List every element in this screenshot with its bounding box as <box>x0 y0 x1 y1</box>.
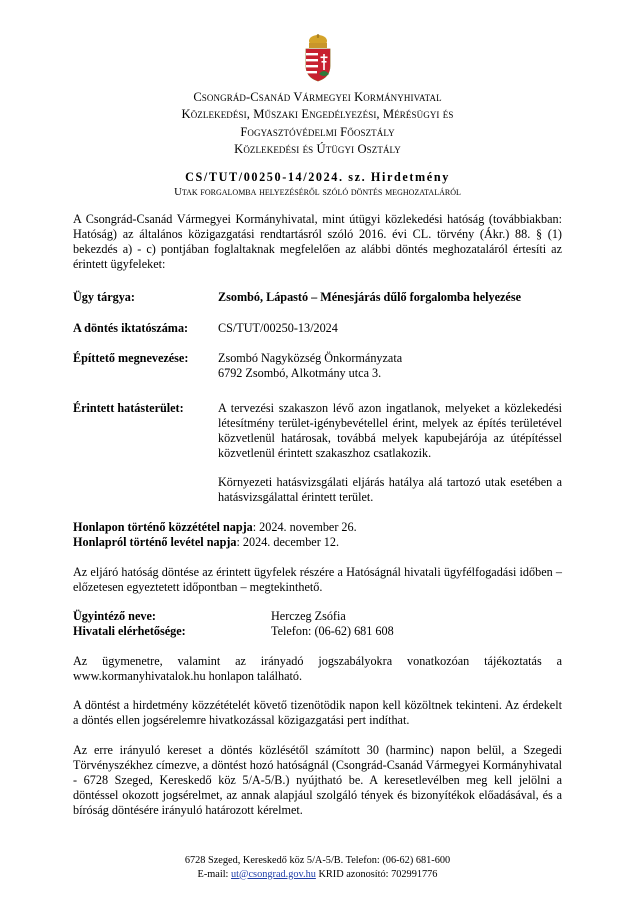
removed-date <box>73 535 339 550</box>
subject-value: Zsombó, Lápastó – Ménesjárás dűlő forgalomba helyezése <box>218 290 521 304</box>
info-paragraph: Az ügymenetre, valamint az irányadó jogszabályokra vonatkozóan tájékoztatás a www.kormanyhivatalok.hu honlapon található. <box>73 654 562 683</box>
viewing-paragraph: Az eljáró hatóság döntése az érintett ügyfelek részére a Hatóságnál hivatali ügyfélfogadási időben – előzetesen egyeztetett időpontban – megtekinthető. <box>73 565 562 594</box>
hungarian-coat-of-arms-icon <box>302 34 334 82</box>
builder-address: 6792 Zsombó, Alkotmány utca 3. <box>218 366 382 380</box>
footer-address: 6728 Szeged, Kereskedő köz 5/A-5/B. Telefon: (06-62) 681-600 <box>184 855 451 866</box>
footer-contact <box>0 868 635 882</box>
removed-value: : 2024. december 12. <box>236 535 340 549</box>
removed-label: Honlapról történő levétel napja <box>73 535 237 549</box>
affected-area-note: Környezeti hatásvizsgálati eljárás hatálya alá tartozó utak esetében a hatásvizsgálattal érintett terület. <box>218 475 562 504</box>
administrator-label: Ügyintéző neve: <box>73 609 156 623</box>
builder-label: Építtető megnevezése: <box>73 351 189 365</box>
division-name: Közlekedési és Útügyi Osztály <box>234 142 401 157</box>
builder-name: Zsombó Nagyközség Önkormányzata <box>218 351 403 365</box>
decision-number-value: CS/TUT/00250-13/2024 <box>218 321 338 335</box>
affected-area-value: A tervezési szakaszon lévő azon ingatlanok, melyeket a közlekedési létesítmény terület-igénybevétellel érint, melyek az építés területével közvetlenül határosak, továbbá melyek kapubejárója az útépítéssel közvetlenül érintett szakaszhoz csatlakozik. <box>218 401 562 460</box>
notice-subtitle: Utak forgalomba helyezéséről szóló döntés meghozataláról <box>174 186 461 198</box>
email-label: E-mail: <box>197 868 229 880</box>
published-value: : 2024. november 26. <box>252 520 357 534</box>
footer <box>0 854 635 881</box>
administrator-name: Herczeg Zsófia <box>271 609 346 623</box>
notice-title: CS/TUT/00250-14/2024. sz. Hirdetmény <box>185 170 450 184</box>
department-line: Fogyasztóvédelmi Főosztály <box>240 124 395 139</box>
communication-paragraph: A döntést a hirdetmény közzétételét követő tizenötödik napon kell közöltnek tekinteni. Az érdekelt a döntés ellen jogsérelemre hivatkozással közigazgatási pert indíthat. <box>73 698 562 727</box>
office-phone: Telefon: (06-62) 681 608 <box>271 624 394 638</box>
affected-area-label: Érintett hatásterület: <box>73 401 184 415</box>
appeal-paragraph: Az erre irányuló kereset a döntés közlésétől számított 30 (harminc) napon belül, a Szegedi Törvényszékhez címezve, a döntést hozó hatóságnál (Csongrád-Csanád Vármegyei Kormányhivatal - 6728 Szeged, Kereskedő köz 5/A-5/B.) nyújtható be. A keresetlevélben meg kell jelölni a döntéssel okozott jogsérelmet, az annak alapjául szolgáló tények és bizonyítékok előadásával, és a bíróság döntésére irányuló határozott kérelmet. <box>73 743 562 817</box>
email-link[interactable]: ut@csongrad.gov.hu <box>231 868 316 880</box>
decision-number-label: A döntés iktatószáma: <box>73 321 189 335</box>
published-date <box>73 520 357 535</box>
office-contact-label: Hivatali elérhetősége: <box>73 624 186 638</box>
agency-name: Csongrád-Csanád Vármegyei Kormányhivatal <box>193 90 442 104</box>
intro-paragraph: A Csongrád-Csanád Vármegyei Kormányhivatal, mint útügyi közlekedési hatóság (továbbiakban: Hatóság) az általános közigazgatási rendtartásról szóló 2016. évi CL. törvény (Ákr.) 88. § (1) bekezdés a) - c) pontjában foglaltaknak megfelelően az alábbi döntés meghozataláról értesíti az érintett ügyfeleket: <box>73 212 562 271</box>
department-line: Közlekedési, Műszaki Engedélyezési, Mérésügyi és <box>181 107 454 122</box>
agency-header <box>0 89 635 159</box>
krid-id: KRID azonosító: 702991776 <box>318 868 438 880</box>
published-label: Honlapon történő közzététel napja <box>73 520 253 534</box>
subject-label: Ügy tárgya: <box>73 290 135 304</box>
